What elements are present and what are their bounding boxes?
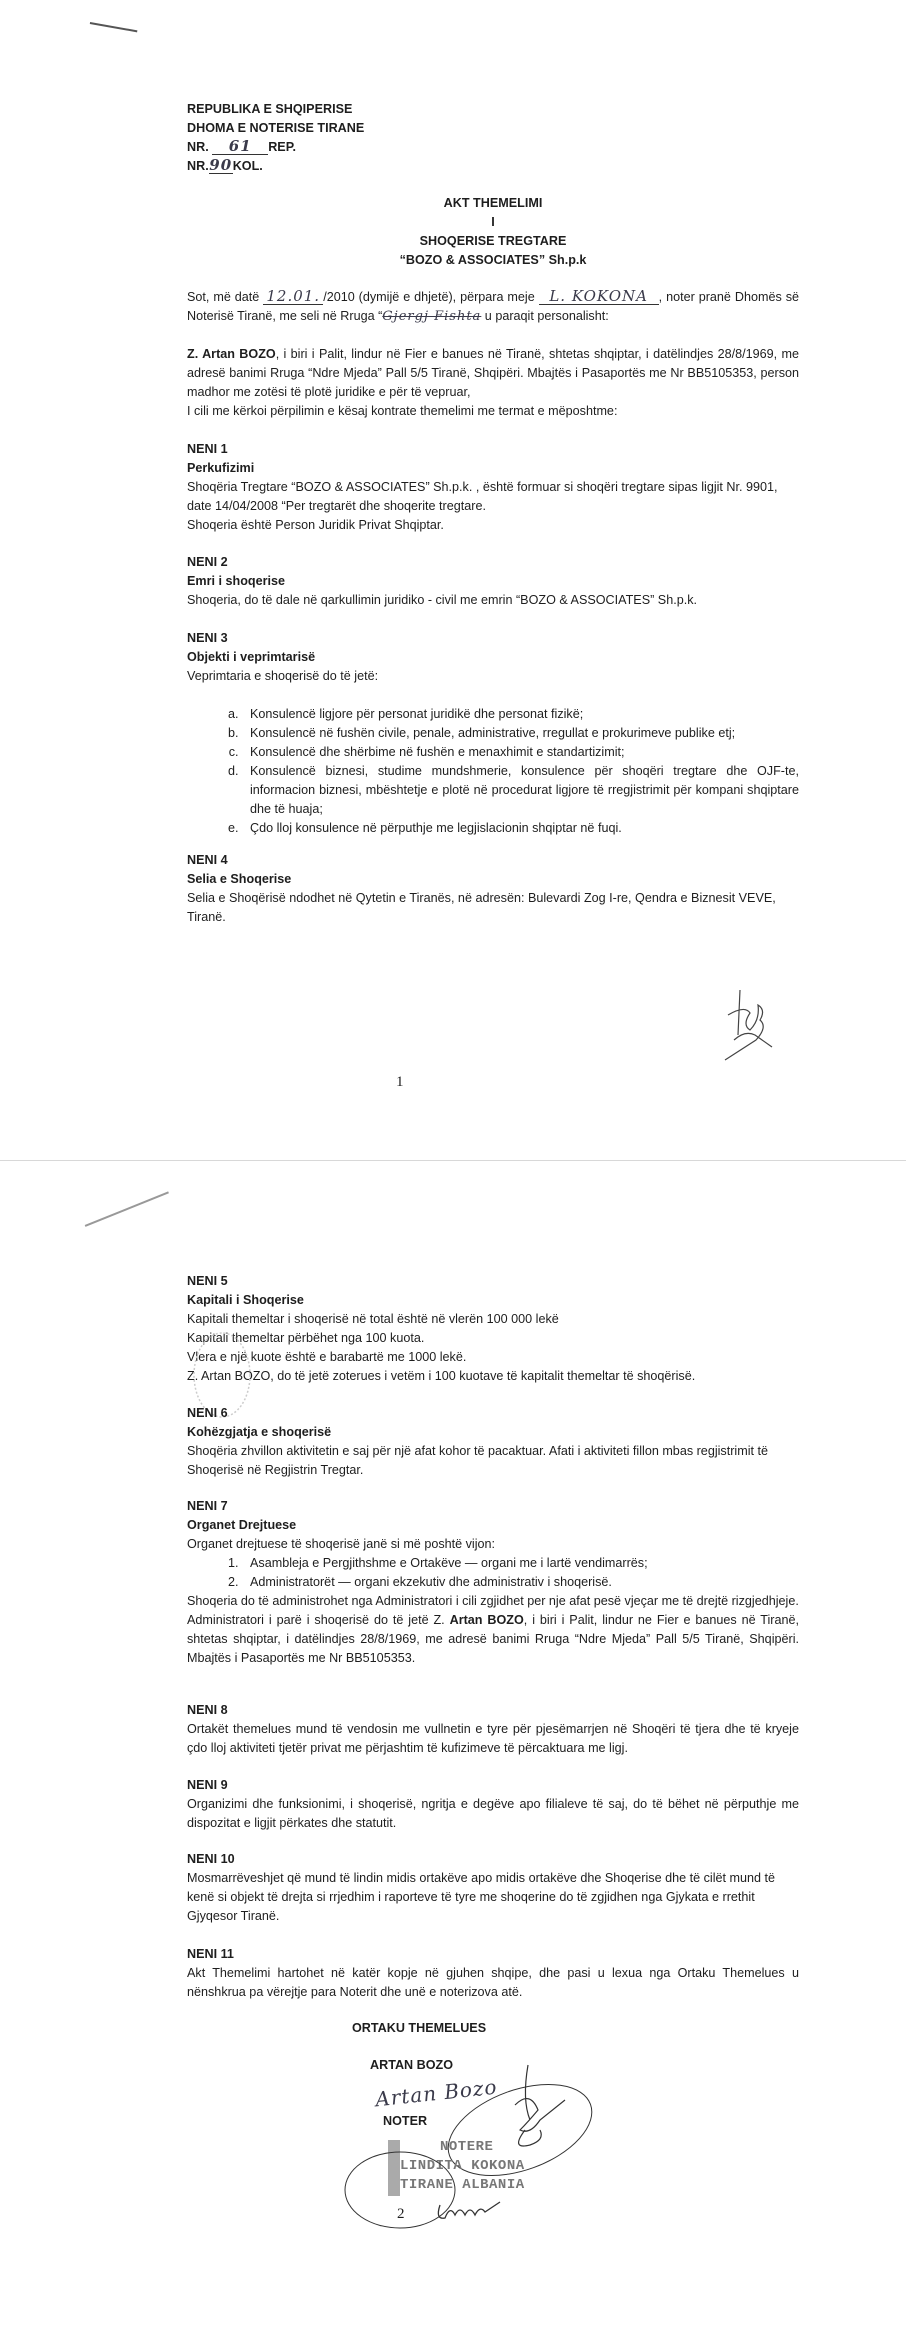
article-neni-9: NENI 9 Organizimi dhe funksionimi, i shoqerisë, ngritja e degëve apo filialeve të saj, do të bëhet në përputhje me dispozitat e ligjit përkates dhe statutit. xyxy=(187,1778,799,1830)
scan-mark-top xyxy=(90,22,138,32)
list-item: e. Çdo lloj konsulence në përputhje me legjislacionin shqiptar në fuqi. xyxy=(242,819,799,838)
notary-stamp: NOTERE LINDITA KOKONA TIRANE ALBANIA xyxy=(400,2139,525,2193)
article-neni-10: NENI 10 Mosmarrëveshjet që mund të lindin midis ortakëve apo midis ortakëve dhe Shoqerise dhe të cilët mund të kenë si objekt të drejta si rrjedhim i raporteve të tyre me shoqerine do të zgjidhen nga Gjykata e rrethit Gjyqesor Tiranë. xyxy=(187,1852,776,1923)
article-neni-8: NENI 8 Ortakët themelues mund të vendosin me vullnetin e tyre për pjesëmarrjen në Shoqëri të tjera dhe të kryeje çdo lloj aktiviteti tjetër privat me përjashtim të kufizimeve të përcaktuara me ligj. xyxy=(187,1703,799,1755)
list-item: c. Konsulencë dhe shërbime në fushën e menaxhimit e standartizimit; xyxy=(242,743,799,762)
chamber-line: DHOMA E NOTERISE TIRANE xyxy=(187,121,365,135)
kol-number: 90 xyxy=(209,156,233,174)
founder-handwritten-signature: Artan Bozo xyxy=(374,2074,499,2112)
list-item: d. Konsulencë biznesi, studime mundshmerie, konsulence për shoqëri tregtare dhe OJF-te, informacion biznesi, mbështetje e plotë në procedurat ligjore të rregjistrimit për kompani shqiptare dhe të huaja; xyxy=(242,762,799,819)
article-neni-2: NENI 2 Emri i shoqerise Shoqeria, do të dale në qarkullimin juridiko - civil me emrin “BOZO & ASSOCIATES” Sh.p.k. xyxy=(187,555,698,607)
republic-line: REPUBLIKA E SHQIPERISE xyxy=(187,102,353,116)
document-title: AKT THEMELIMI I SHOQERISE TREGTARE “BOZO & ASSOCIATES” Sh.p.k xyxy=(187,194,799,270)
handwritten-date: 12.01. xyxy=(263,289,323,305)
scan-mark-page2 xyxy=(85,1191,169,1226)
handwritten-street: Gjergj Fishta xyxy=(382,309,482,324)
list-item: b. Konsulencë në fushën civile, penale, administrative, rregullat e prokurimeve publike etj; xyxy=(242,724,799,743)
article-neni-11: NENI 11 Akt Themelimi hartohet në katër kopje në gjuhen shqipe, dhe pasi u lexua nga Ortaku Themelues u nënshkrua pa vërejtje para Noterit dhe unë e noterizova atë. xyxy=(187,1947,799,1999)
rep-number-line: NR. 61 REP. xyxy=(187,137,296,155)
notary-header xyxy=(187,100,799,176)
person-paragraph: Z. Artan BOZO, i biri i Palit, lindur në Fier e banues në Tiranë, shtetas shqiptar, i datëlindjes 28/8/1969, me adresë banimi Rruga “Ndre Mjeda” Pall 5/5 Tiranë, Shqipëri. Mbajtës i Pasaportës me Nr BB5105353, person madhor me zotësi të plotë juridike e për të vepruar, I cili me kërkoi përpilimin e kësaj kontrate themelimi me termat e mëposhtme: xyxy=(187,347,799,418)
article-neni-5: NENI 5 Kapitali i Shoqerise Kapitali themeltar i shoqerisë në total është në vlerën 100 000 lekë Kapitali themeltar përbëhet nga 100 kuota. Vlera e një kuote është e barabartë me 1000 lekë. Z. Artan BOZO, do të jetë zoterues i vetëm i 100 kuotave të kapitalit themeltar të shoqërisë. xyxy=(187,1274,696,1383)
page-separator xyxy=(0,1160,906,1161)
handwritten-notary: L. KOKONA xyxy=(539,289,659,305)
governing-bodies-list xyxy=(187,1554,799,1592)
article-neni-1: NENI 1 Perkufizimi Shoqëria Tregtare “BOZO & ASSOCIATES” Sh.p.k. , është formuar si shoqëri tregtare sipas ligjit Nr. 9901, date 14/04/2008 “Per tregtarët dhe shoqerite tregtare. Shoqeria është Person Juridik Privat Shqiptar. xyxy=(187,442,778,532)
kol-number-line: NR.90KOL. xyxy=(187,156,263,174)
list-item: 2. Administratorët — organi ekzekutiv dhe administrativ i shoqerisë. xyxy=(242,1573,799,1592)
person-name: Z. Artan BOZO xyxy=(187,347,276,361)
notary-label: NOTER xyxy=(383,2114,428,2128)
initials-signature-page1 xyxy=(720,985,780,1060)
founder-name: ARTAN BOZO xyxy=(370,2058,454,2072)
notary-signature xyxy=(340,2150,510,2230)
article-neni-4: NENI 4 Selia e Shoqerise Selia e Shoqërisë ndodhet në Qytetin e Tiranës, në adresën: Bulevardi Zog I-re, Qendra e Biznesit VEVE, Tiranë. xyxy=(187,853,776,924)
company-name: “BOZO & ASSOCIATES” Sh.p.k xyxy=(399,253,587,267)
founder-heading: ORTAKU THEMELUES xyxy=(352,2021,487,2035)
article-neni-3: NENI 3 Objekti i veprimtarisë Veprimtaria e shoqerisë do të jetë: a. Konsulencë ligjore për personat juridikë dhe personat fizikë; b. Konsulencë në fushën civile, penale, administrative, rregullat e prokurimeve publike etj; c. Konsulencë dhe shërbime në fushën e menaxhimit e standartizimit; d. Konsulencë biznesi, studime mundshmerie, konsulence për shoqëri tregtare dhe OJF-te, informacion biznesi, mbështetje e plotë në procedurat ligjore të rregjistrimit për kompani shqiptare dhe të huaja; e. Çdo lloj konsulence në përputhje me legjislacionin shqiptar në fuqi. xyxy=(187,629,799,838)
list-item: a. Konsulencë ligjore për personat juridikë dhe personat fizikë; xyxy=(242,705,799,724)
page-number-2: 2 xyxy=(397,2206,405,2222)
intro-paragraph: Sot, më datë 12.01. /2010 (dymijë e dhjetë), përpara meje L. KOKONA , noter pranë Dhomës së Noterisë Tiranë, me seli në Rruga “Gjergj Fishta u paraqit personalisht: xyxy=(187,287,800,324)
activity-list xyxy=(187,705,799,838)
article-neni-7: NENI 7 Organet Drejtuese Organet drejtuese të shoqerisë janë si më poshtë vijon: 1. Asambleja e Pergjithshme e Ortakëve — organi me i lartë vendimarrës; 2. Administratorët — organi ekzekutiv dhe administrativ i shoqerisë. Shoqeria do të administrohet nga Administratori i cili zgjidhet per nje afat pesë vjeçar me të drejtë rizgjedhjeje. Administratori i parë i shoqerisë do të jetë Z. Artan BOZO, i biri i Palit, lindur ne Fier e banues në Tiranë, shtetas shqiptar, i datëlindjes 28/8/1969, me adresë banimi Rruga “Ndre Mjeda” Pall 5/5 Tiranë, Shqipëri. Mbajtës i Pasaportës me Nr BB5105353. xyxy=(187,1497,799,1668)
page-number-1: 1 xyxy=(396,1074,404,1090)
rep-number: 61 xyxy=(212,139,268,155)
article-neni-6: NENI 6 Kohëzgjatja e shoqerisë Shoqëria zhvillon aktivitetin e saj për një afat kohor të pacaktuar. Afati i aktiviteti fillon mbas regjistrimit të Shoqerisë në Regjistrin Tregtar. xyxy=(187,1406,768,1477)
list-item: 1. Asambleja e Pergjithshme e Ortakëve — organi me i lartë vendimarrës; xyxy=(242,1554,799,1573)
